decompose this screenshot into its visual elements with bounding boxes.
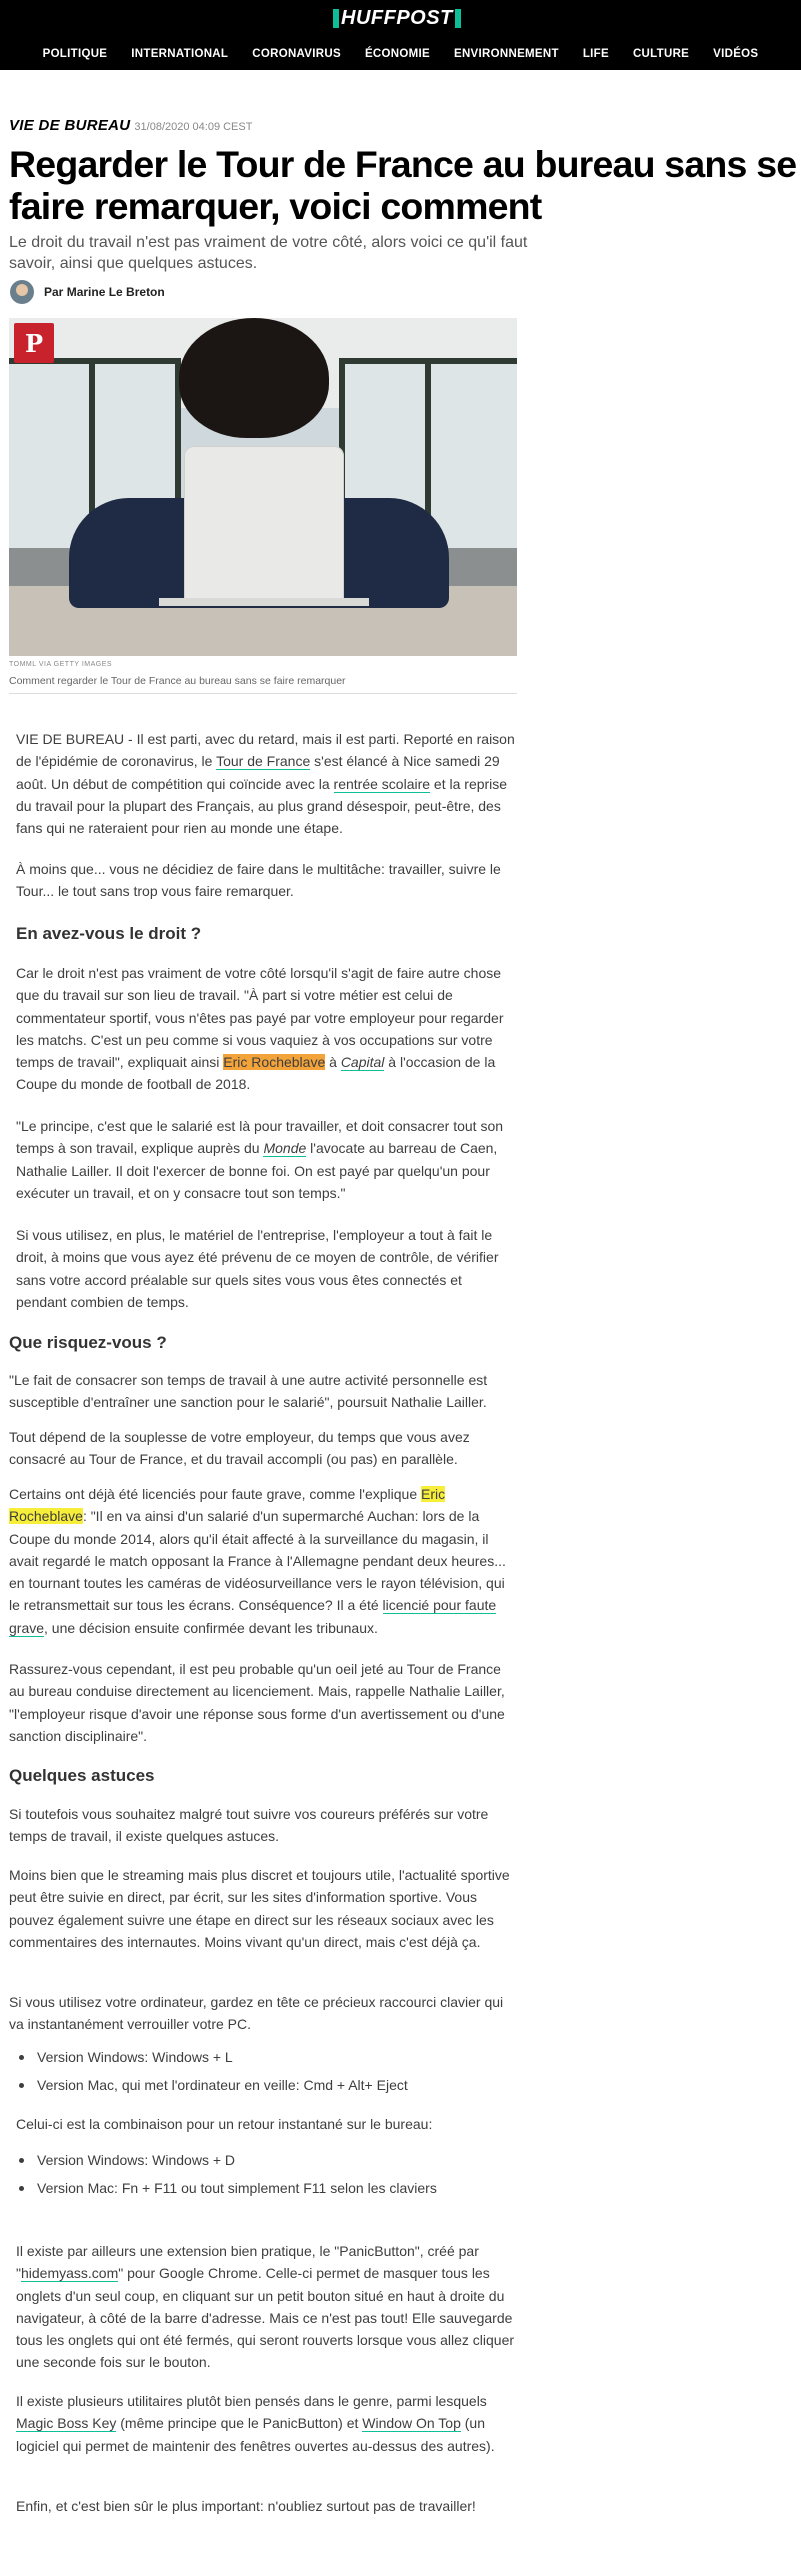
text: Il existe plusieurs utilitaires plutôt bien pensés dans le genre, parmi lesquels [16,2393,487,2409]
highlight-eric-rocheblave-2[interactable]: Eric Rocheblave [9,1486,446,1525]
shortcut-list-desktop [9,2146,517,2202]
caption-divider [9,693,517,694]
link-hidemyass[interactable]: hidemyass.com [20,2265,119,2282]
list-item: Version Mac, qui met l'ordinateur en veille: Cmd + Alt+ Eject [9,2071,517,2099]
text: (un logiciel qui permet de maintenir des fenêtres ouvertes au-dessus des autres). [16,2415,495,2454]
site-header [0,0,801,70]
heading-que-risquez-vous: Que risquez-vous ? [9,1333,167,1352]
paragraph-7: Tout dépend de la souplesse de votre employeur, du temps que vous avez consacré au Tour de France, et du travail accompli (ou pas) en parallèle. [9,1429,470,1468]
byline [10,279,165,305]
text: l'avocate au barreau de Caen, Nathalie Lailler. Il doit l'exercer de bonne foi. On est payé par quelqu'un pour exécuter un travail, et on y consacre tout son temps." [16,1140,498,1201]
paragraph-3 [16,962,516,1096]
heading-quelques-astuces: Quelques astuces [9,1766,155,1785]
nav-politique[interactable]: POLITIQUE [42,48,108,60]
byline-text [44,285,165,299]
kicker-section[interactable]: VIE DE BUREAU [9,117,131,134]
shortcut-list-lock [9,2043,517,2099]
paragraph-5: Si vous utilisez, en plus, le matériel de l'entreprise, l'employeur a tout à fait le droit, à moins que vous ayez été prévenu de ce moyen de contrôle, de vérifier sans votre accord préalable sur quels sites vous vous êtes connectés et pendant combien de temps. [16,1227,499,1310]
text: , une décision ensuite confirmée devant les tribunaux. [44,1619,378,1636]
paragraph-4 [16,1115,516,1204]
link-tour-de-france[interactable]: Tour de France [216,753,311,770]
paragraph-11: Moins bien que le streaming mais plus discret et toujours utile, l'actualité sportive peut être suivie en direct, par écrit, sur les sites d'information sportive. Vous pouvez également suivre une étape en direct sur les réseaux sociaux avec les commentaires des internautes. Moins vivant qu'un direct, mais c'est déjà ça. [9,1867,510,1950]
image-caption: Comment regarder le Tour de France au bureau sans se faire remarquer [9,675,346,687]
list-item: Version Windows: Windows + L [9,2043,517,2071]
paragraph-8 [9,1483,517,1639]
text: et la reprise du travail pour la plupart des Français, au plus grand désespoir, peut-être, des fans qui ne rateraient pour rien au monde une étape. [16,775,508,837]
pinterest-share-icon[interactable]: P [14,323,54,363]
link-window-on-top[interactable]: Window On Top [362,2415,461,2432]
paragraph-10: Si toutefois vous souhaitez malgré tout suivre vos coureurs préférés sur votre temps de travail, il existe quelques astuces. [9,1806,489,1845]
hero-image [9,318,517,656]
byline-prefix: Par [44,285,64,299]
paragraph-13: Celui-ci est la combinaison pour un retour instantané sur le bureau: [16,2116,433,2132]
text: : "Il en va ainsi d'un salarié d'un supermarché Auchan: lors de la Coupe du monde 2014, alors qu'il était affecté à la surveillance du magasin, il avait regardé le match opposant la France à l'Allemagne pendant deux heures... en tournant toutes les caméras de vidéosurveillance vers le rayon télévision, qui le retransmettait sur tous les écrans. Conséquence? Il a été [9,1508,506,1614]
link-magic-boss-key[interactable]: Magic Boss Key [16,2415,117,2432]
text: "Le principe, c'est que le salarié est là pour travailler, et doit consacrer tout son temps à son travail, explique auprès du [16,1118,504,1157]
logo-right-bar [455,9,461,28]
author-name[interactable]: Marine Le Breton [66,285,165,299]
text: (même principe que le PanicButton) et [116,2415,363,2432]
paragraph-9: Rassurez-vous cependant, il est peu probable qu'un oeil jeté au Tour de France au bureau conduise directement au licenciement. Mais, rappelle Nathalie Lailler, "l'employeur risque d'avoir une réponse sous forme d'un avertissement ou d'une sanction disciplinaire". [9,1661,505,1744]
link-monde[interactable]: Monde [263,1140,307,1157]
text: Il existe par ailleurs une extension bien pratique, le "PanicButton", créé par " [16,2243,479,2282]
nav-international[interactable]: INTERNATIONAL [131,48,229,60]
logo-text: HUFFPOST [341,7,453,29]
nav-coronavirus[interactable]: CORONAVIRUS [252,48,341,60]
highlight-eric-rocheblave[interactable]: Eric Rocheblave [223,1054,326,1071]
nav-videos[interactable]: VIDÉOS [713,48,759,60]
nav-environnement[interactable]: ENVIRONNEMENT [453,48,559,60]
laptop [184,446,344,601]
text: VIE DE BUREAU - Il est parti, avec du retard, mais il est parti. Reporté en raison de l'épidémie de coronavirus, le [16,731,515,770]
paragraph-12: Si vous utilisez votre ordinateur, gardez en tête ce précieux raccourci clavier qui va instantanément verrouiller votre PC. [9,1994,504,2033]
laptop-base [159,598,369,606]
list-item: Version Mac: Fn + F11 ou tout simplement F11 selon les claviers [9,2174,517,2202]
text: Certains ont déjà été licenciés pour faute grave, comme l'explique [9,1486,422,1502]
text: à [325,1054,341,1071]
paragraph-6: "Le fait de consacrer son temps de travail à une autre activité personnelle est susceptible d'entraîner une sanction pour le salarié", poursuit Nathalie Lailler. [9,1372,488,1411]
link-licencie-faute-grave[interactable]: licencié pour faute grave [9,1597,497,1636]
text: à l'occasion de la Coupe du monde de football de 2018. [16,1054,496,1093]
text: s'est élancé à Nice samedi 29 août. Un début de compétition qui coïncide avec la [16,753,500,792]
paragraph-16: Enfin, et c'est bien sûr le plus important: n'oubliez surtout pas de travailler! [16,2498,476,2514]
huffpost-logo[interactable] [333,6,461,30]
text: " pour Google Chrome. Celle-ci permet de masquer tous les onglets d'un seul coup, en cliquant sur un petit bouton situé en haut à droite du navigateur, à côté de la barre d'adresse. Mais ce n'est pas tout! Elle sauvegarde tous les onglets qui ont été fermés, qui seront rouverts lorsque vous allez cliquer une seconde fois sur le bouton. [16,2265,515,2371]
article-title: Regarder le Tour de France au bureau sans se faire remarquer, voici comment [9,143,797,227]
nav-life[interactable]: LIFE [582,48,609,60]
nav-economie[interactable]: ÉCONOMIE [364,48,430,60]
main-nav [0,44,801,66]
article-dek: Le droit du travail n'est pas vraiment de votre côté, alors voici ce qu'il faut savoir, ainsi que quelques astuces. [9,234,528,272]
image-credit: TOMML VIA GETTY IMAGES [9,661,113,668]
paragraph-2: À moins que... vous ne décidiez de faire dans le multitâche: travailler, suivre le Tour... le tout sans trop vous faire remarquer. [16,861,501,900]
link-rentree-scolaire[interactable]: rentrée scolaire [333,775,431,792]
author-avatar [10,280,34,304]
article-date: 31/08/2020 04:09 CEST [134,121,253,133]
paragraph-14 [16,2240,516,2374]
link-capital[interactable]: Capital [340,1054,385,1071]
article-kicker [9,117,252,134]
list-item: Version Windows: Windows + D [9,2146,517,2174]
nav-culture[interactable]: CULTURE [632,48,690,60]
paragraph-15 [16,2390,516,2457]
person-hair [179,318,329,438]
text: Car le droit n'est pas vraiment de votre côté lorsqu'il s'agit de faire autre chose que du travail sur son lieu de travail. "À part si votre métier est celui de commentateur sportif, vous n'êtes pas payé par votre employeur pour regarder les matchs. C'est un peu comme si vous vaquiez à vos occupations sur votre temps de travail", expliquait ainsi [16,965,504,1071]
paragraph-1 [16,728,516,839]
heading-en-avez-vous-le-droit: En avez-vous le droit ? [16,924,202,943]
